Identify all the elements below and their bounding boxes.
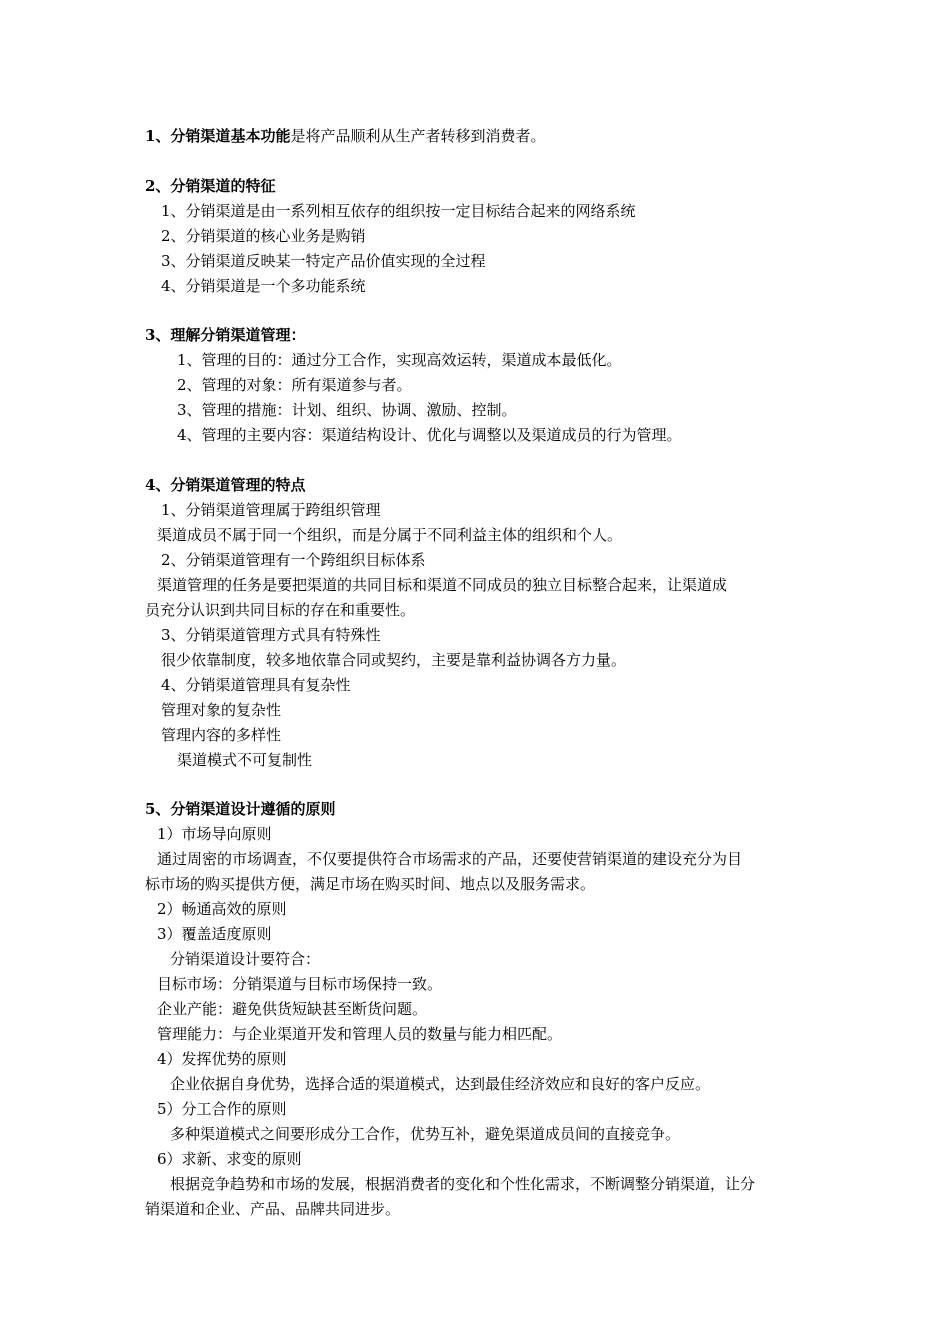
section-1-text: 是将产品顺利从生产者转移到消费者。	[290, 127, 546, 145]
section-5-heading: 5、分销渠道设计遵循的原则	[145, 800, 336, 818]
section-5-line: 5）分工合作的原则	[157, 1100, 287, 1118]
section-2-item: 2、分销渠道的核心业务是购销	[161, 227, 366, 245]
section-2-heading: 2、分销渠道的特征	[145, 177, 276, 195]
section-4-line: 渠道管理的任务是要把渠道的共同目标和渠道不同成员的独立目标整合起来，让渠道成	[157, 576, 728, 594]
section-5-line: 6）求新、求变的原则	[157, 1150, 302, 1168]
section-5-line: 分销渠道设计要符合：	[170, 950, 321, 968]
section-5-line: 标市场的购买提供方便，满足市场在购买时间、地点以及服务需求。	[145, 875, 596, 893]
section-5-line: 企业依据自身优势，选择合适的渠道模式，达到最佳经济效应和良好的客户反应。	[170, 1075, 711, 1093]
section-5-line: 目标市场：分销渠道与目标市场保持一致。	[157, 975, 443, 993]
section-1-line	[145, 126, 815, 146]
section-4-line: 2、分销渠道管理有一个跨组织目标体系	[161, 551, 426, 569]
section-5-line: 1）市场导向原则	[157, 825, 272, 843]
section-4-line: 管理内容的多样性	[161, 726, 282, 744]
section-4-line: 很少依靠制度，较多地依靠合同或契约，主要是靠利益协调各方力量。	[161, 651, 627, 669]
section-4-line: 1、分销渠道管理属于跨组织管理	[161, 501, 381, 519]
section-3-item: 2、管理的对象：所有渠道参与者。	[177, 376, 412, 394]
section-5-line: 销渠道和企业、产品、品牌共同进步。	[145, 1200, 401, 1218]
section-5-line: 4）发挥优势的原则	[157, 1050, 287, 1068]
section-4-line: 渠道模式不可复制性	[177, 751, 313, 769]
section-2-item: 1、分销渠道是由一系列相互依存的组织按一定目标结合起来的网络系统	[161, 202, 636, 220]
section-5-line: 根据竞争趋势和市场的发展，根据消费者的变化和个性化需求，不断调整分销渠道，让分	[170, 1175, 756, 1193]
section-5-line: 通过周密的市场调查，不仅要提供符合市场需求的产品，还要使营销渠道的建设充分为目	[157, 850, 743, 868]
section-5-line: 企业产能：避免供货短缺甚至断货问题。	[157, 1000, 428, 1018]
section-1-title: 1、分销渠道基本功能	[145, 127, 291, 145]
section-5-line: 多种渠道模式之间要形成分工合作，优势互补，避免渠道成员间的直接竞争。	[170, 1125, 681, 1143]
section-5-line: 3）覆盖适度原则	[157, 925, 272, 943]
section-4-line: 渠道成员不属于同一个组织，而是分属于不同利益主体的组织和个人。	[157, 526, 623, 544]
section-4-line: 4、分销渠道管理具有复杂性	[161, 676, 351, 694]
section-4-line: 3、分销渠道管理方式具有特殊性	[161, 626, 381, 644]
section-4-line: 员充分认识到共同目标的存在和重要性。	[145, 601, 416, 619]
section-4-line: 管理对象的复杂性	[161, 701, 282, 719]
section-5-line: 管理能力：与企业渠道开发和管理人员的数量与能力相匹配。	[157, 1025, 563, 1043]
section-3-heading: 3、理解分销渠道管理：	[145, 326, 306, 344]
section-2-item: 3、分销渠道反映某一特定产品价值实现的全过程	[161, 252, 486, 270]
section-3-item: 4、管理的主要内容：渠道结构设计、优化与调整以及渠道成员的行为管理。	[177, 426, 682, 444]
section-2-item: 4、分销渠道是一个多功能系统	[161, 277, 366, 295]
section-3-item: 1、管理的目的：通过分工合作，实现高效运转，渠道成本最低化。	[177, 351, 622, 369]
section-3-item: 3、管理的措施：计划、组织、协调、激励、控制。	[177, 401, 517, 419]
section-4-heading: 4、分销渠道管理的特点	[145, 476, 306, 494]
section-5-line: 2）畅通高效的原则	[157, 900, 287, 918]
